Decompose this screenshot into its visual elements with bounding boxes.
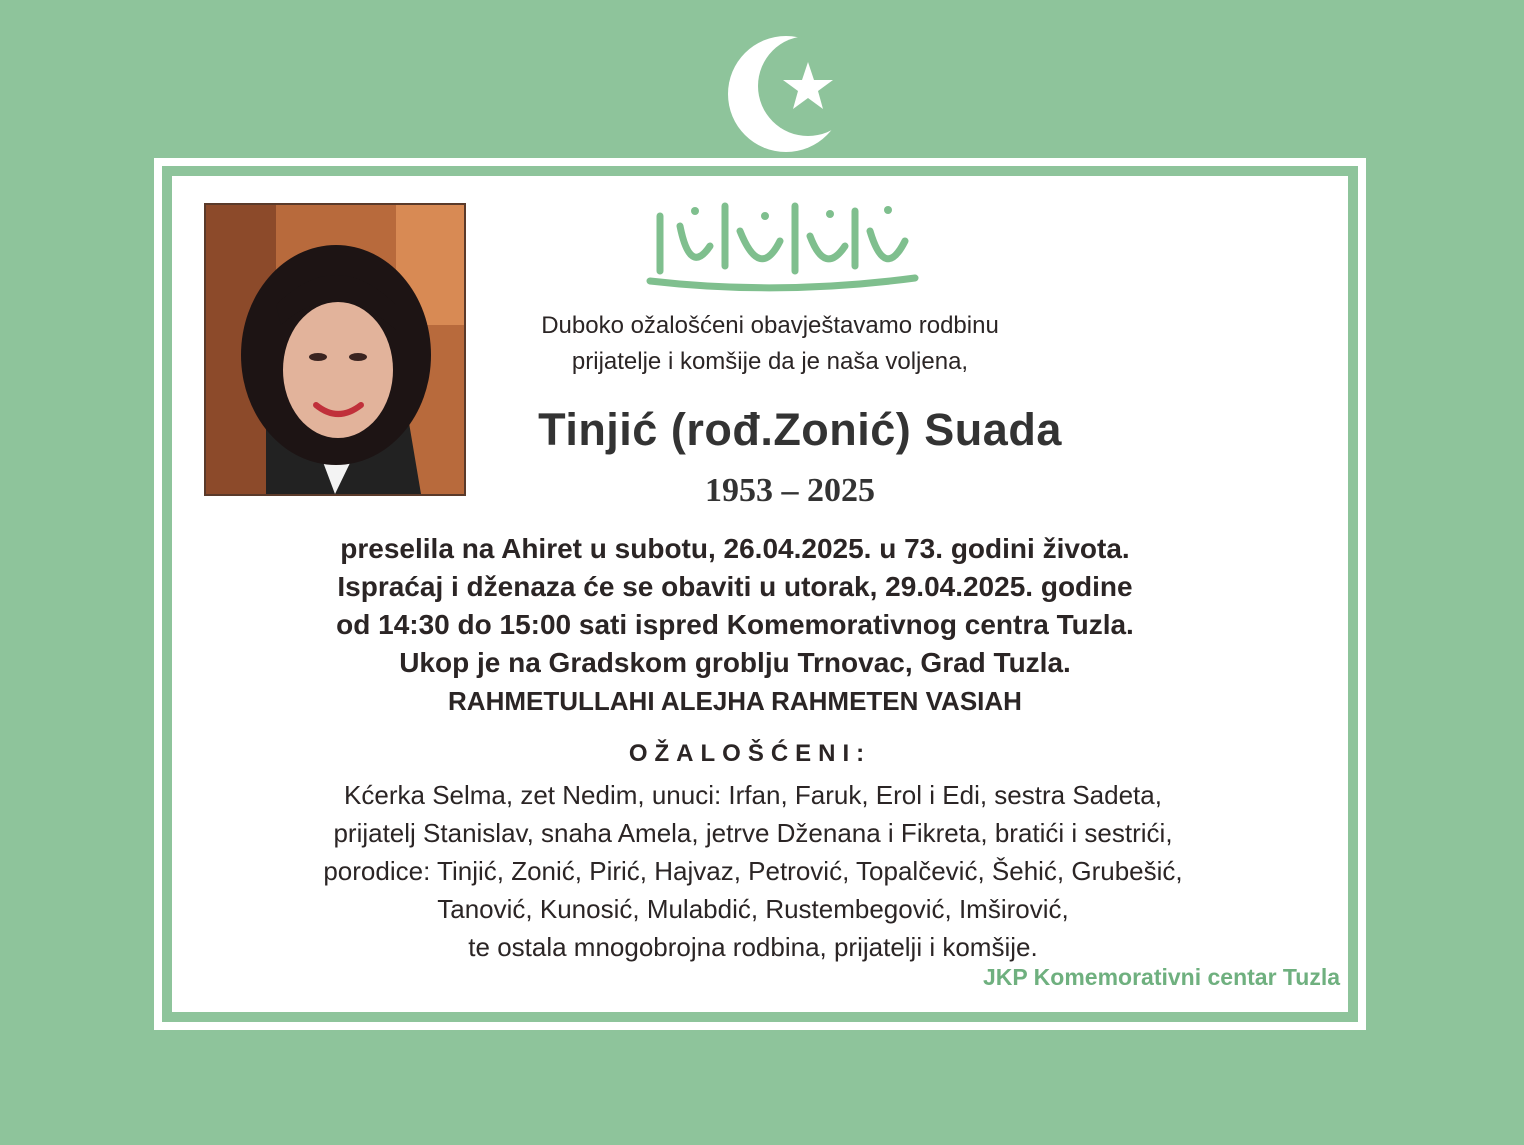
mourners-line-3: porodice: Tinjić, Zonić, Pirić, Hajvaz, Petrović, Topalčević, Šehić, Grubešić,: [323, 856, 1183, 886]
intro-line-1: Duboko ožalošćeni obavještavamo rodbinu: [541, 312, 999, 339]
crescent-star-icon: [726, 34, 850, 154]
life-years: 1953 – 2025: [705, 472, 875, 509]
portrait-photo: [204, 203, 466, 496]
mourners-line-2: prijatelj Stanislav, snaha Amela, jetrve Dženana i Fikreta, bratići i sestrići,: [333, 818, 1173, 848]
mourners-list: [200, 776, 1306, 966]
deceased-name: Tinjić (rođ.Zonić) Suada: [538, 404, 1062, 455]
intro-line-2: prijatelje i komšije da je naša voljena,: [571, 348, 969, 375]
body-line-3: od 14:30 do 15:00 sati ispred Komemorativnog centra Tuzla.: [336, 609, 1134, 640]
mourners-line-1: Kćerka Selma, zet Nedim, unuci: Irfan, Faruk, Erol i Edi, sestra Sadeta,: [344, 780, 1162, 810]
body-line-4: Ukop je na Gradskom groblju Trnovac, Grad Tuzla.: [399, 647, 1071, 678]
body-line-1: preselila na Ahiret u subotu, 26.04.2025. u 73. godini života.: [340, 533, 1130, 564]
intro-text: [470, 308, 1070, 380]
publisher-credit: JKP Komemorativni centar Tuzla: [982, 964, 1340, 990]
mourners-line-5: te ostala mnogobrojna rodbina, prijatelji i komšije.: [468, 932, 1038, 962]
body-line-2: Ispraćaj i dženaza će se obaviti u utorak, 29.04.2025. godine: [337, 571, 1133, 602]
announcement-body: [200, 530, 1270, 720]
arabic-calligraphy-icon: [640, 186, 920, 296]
body-line-5: RAHMETULLAHI ALEJHA RAHMETEN VASIAH: [448, 686, 1022, 716]
portrait-illustration: [206, 205, 464, 494]
mourners-heading: OŽALOŠĆENI:: [628, 740, 872, 767]
mourners-line-4: Tanović, Kunosić, Mulabdić, Rustembegović, Imširović,: [437, 894, 1069, 924]
